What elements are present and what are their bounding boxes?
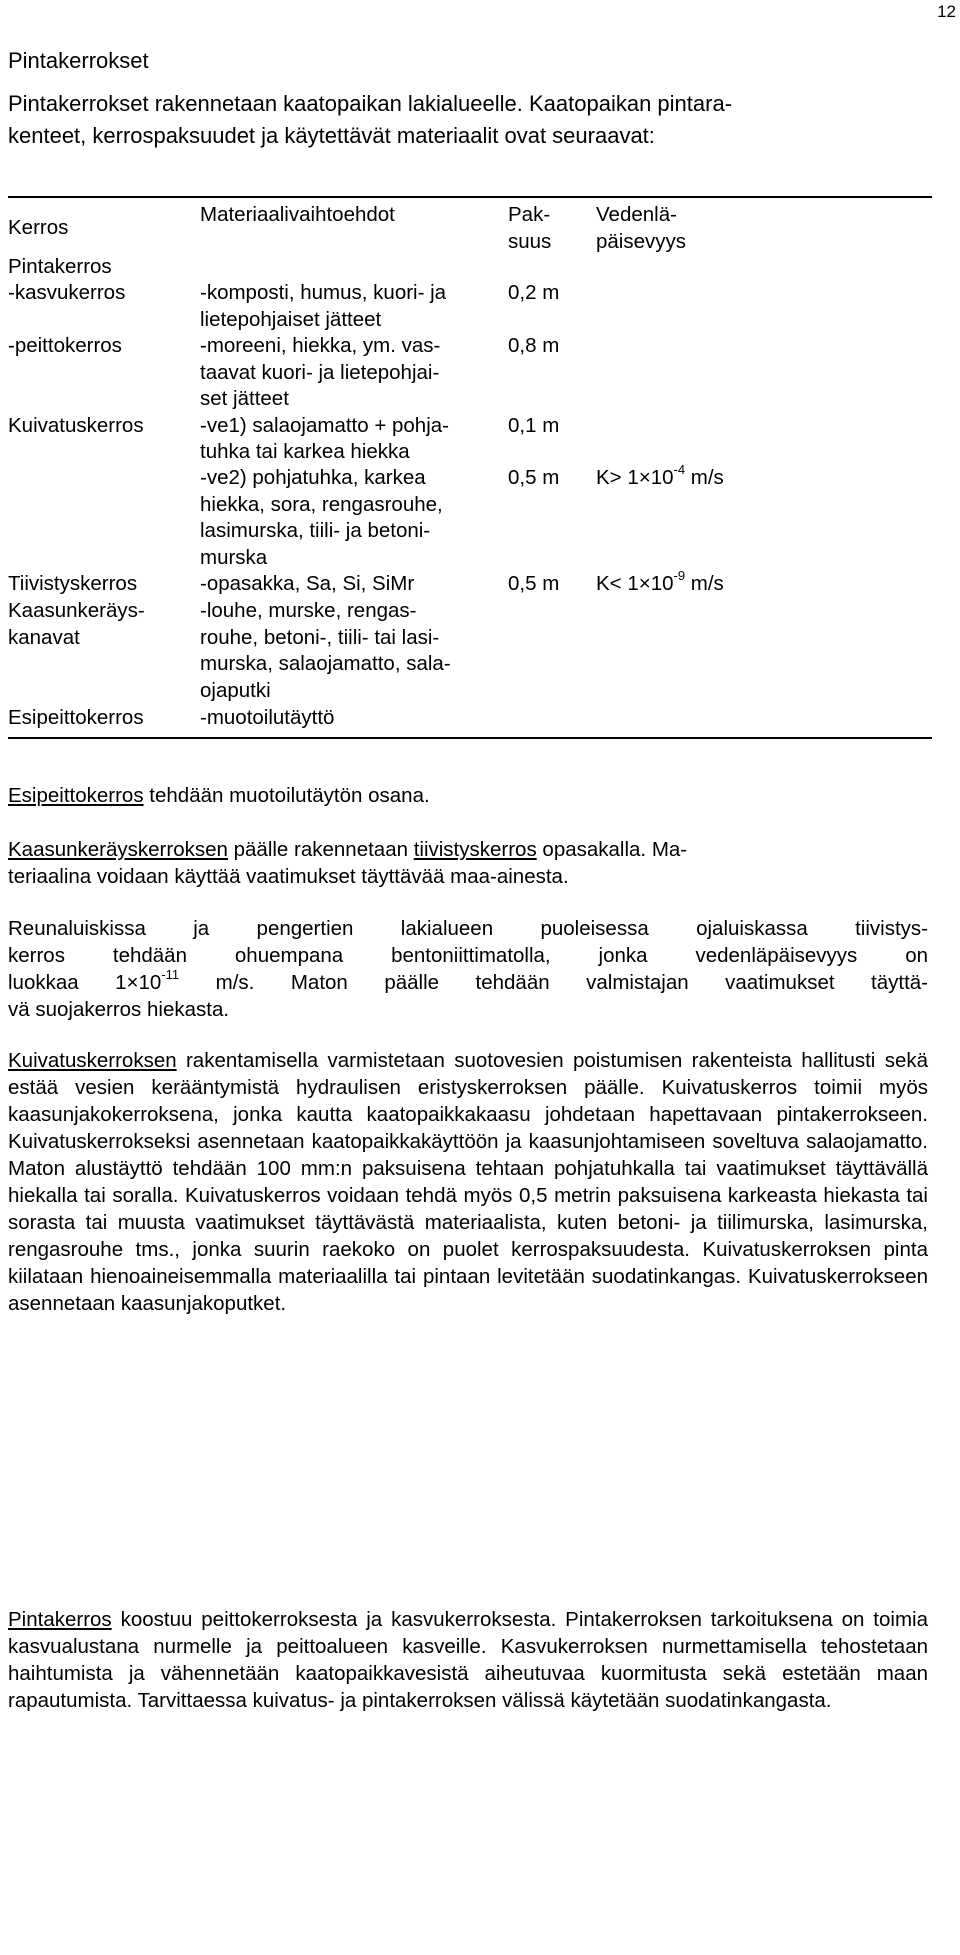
material-line: ojaputki: [200, 679, 271, 702]
permeability-prefix: K< 1×10: [596, 572, 674, 595]
layer-kuivatuskerros: Kuivatuskerros: [8, 414, 144, 437]
thickness-value: 0,5 m: [508, 572, 560, 595]
material-line: -ve2) pohjatuhka, karkea: [200, 466, 426, 489]
paragraph-text: opasakalla. Ma-: [536, 838, 688, 861]
term-link: Kaasunkeräyskerroksen: [8, 838, 228, 861]
material-line: -moreeni, hiekka, ym. vas-: [200, 334, 441, 357]
permeability-exponent: -9: [673, 568, 686, 584]
intro-line: Pintakerrokset rakennetaan kaatopaikan lakialueelle. Kaatopaikan pintara-: [8, 91, 733, 116]
permeability-unit: m/s: [685, 572, 724, 595]
term-link: Pintakerros: [8, 1608, 112, 1631]
paragraph-pintakerros: [8, 1606, 928, 1714]
material-line: -ve1) salaojamatto + pohja-: [200, 414, 449, 437]
layer-esipeittokerros: Esipeittokerros: [8, 706, 144, 729]
table-top-rule: [8, 196, 932, 198]
layer-kasvukerros: -kasvukerros: [8, 281, 126, 304]
header-permeability-1: Vedenlä-: [596, 203, 677, 226]
paragraph-text: m/s. Maton päälle tehdään valmistajan vaatimukset täyttä-: [179, 971, 928, 994]
thickness-value: 0,1 m: [508, 414, 560, 437]
material-line: -komposti, humus, kuori- ja: [200, 281, 447, 304]
material-line: -opasakka, Sa, Si, SiMr: [200, 572, 415, 595]
layer-kaasunkerays-2: kanavat: [8, 626, 80, 649]
thickness-value: 0,2 m: [508, 281, 560, 304]
layer-pintakerros: Pintakerros: [8, 255, 112, 278]
intro-line: kenteet, kerrospaksuudet ja käytettävät materiaalit ovat seuraavat:: [8, 123, 655, 148]
paragraph-line: kerros tehdään ohuempana bentoniittimatolla, jonka vedenläpäisevyys on: [8, 944, 928, 967]
term-link: Kuivatuskerroksen: [8, 1049, 177, 1072]
paragraph-text: tehdään muotoilutäytön osana.: [143, 784, 430, 807]
header-thickness-1: Pak-: [508, 203, 551, 226]
term-link: tiivistyskerros: [413, 838, 537, 861]
paragraph-kuivatuskerros: [8, 1047, 928, 1317]
permeability-exponent: -4: [673, 462, 686, 478]
paragraph-line: Reunaluiskissa ja pengertien lakialueen puoleisessa ojaluiskassa tiivistys-: [8, 917, 928, 940]
table-bottom-rule: [8, 737, 932, 739]
material-line: lietepohjaiset jätteet: [200, 308, 382, 331]
header-layer: Kerros: [8, 216, 69, 239]
paragraph-esipeittokerros: [8, 782, 928, 809]
layer-tiivistyskerros: Tiivistyskerros: [8, 572, 138, 595]
exponent: -11: [161, 967, 180, 983]
material-line: hiekka, sora, rengasrouhe,: [200, 493, 443, 516]
material-line: -muotoilutäyttö: [200, 706, 335, 729]
permeability-value: [596, 464, 724, 491]
header-permeability-2: päisevyys: [596, 230, 687, 253]
layer-kaasunkerays-1: Kaasunkeräys-: [8, 599, 145, 622]
material-line: rouhe, betoni-, tiili- tai lasi-: [200, 626, 440, 649]
paragraph-line: [8, 836, 928, 863]
paragraph-text: luokkaa 1×10: [8, 971, 162, 994]
section-heading: Pintakerrokset: [8, 48, 149, 73]
thickness-value: 0,8 m: [508, 334, 560, 357]
header-material: Materiaalivaihtoehdot: [200, 203, 395, 226]
material-line: murska: [200, 546, 268, 569]
term-link: Esipeittokerros: [8, 784, 144, 807]
permeability-unit: m/s: [685, 466, 724, 489]
permeability-value: [596, 570, 724, 597]
paragraph-text: rakentamisella varmistetaan suotovesien poistumisen rakenteista hallitusti sekä estää vesien kerääntymistä hydraulisen eristyskerroksen päälle. Kuivatuskerros toimii myös kaasunjakokerroksena, jonka kautta kaatopaikkakaasu johdetaan hapettavaan pintakerrokseen. Kuivatuskerrokseksi asennetaan kaatopaikkakäyttöön ja kaasunjohtamiseen soveltuva salaojamatto. Maton alustäyttö tehdään 100 mm:n paksuisena tehtaan pohjatuhkalla tai vaatimukset täyttävällä hiekalla tai soralla. Kuivatuskerros voidaan tehdä myös 0,5 metrin paksuisena karkeasta hiekasta tai sorasta tai muusta vaatimukset täyttävästä materiaalista, kuten betoni- ja tiilimurska, lasimurska, rengasrouhe tms., jonka suurin raekoko on puolet kerrospaksuudesta. Kuivatuskerroksen pinta kiilataan hienoaineisemmalla materiaalilla tai pintaan levitetään suodatinkangas. Kuivatuskerrokseen asennetaan kaasunjakoputket.: [8, 1049, 928, 1315]
paragraph-kaasunkerays: [8, 836, 928, 890]
paragraph-reunaluiskat: [8, 915, 928, 1023]
material-line: -louhe, murske, rengas-: [200, 599, 417, 622]
layer-peittokerros: -peittokerros: [8, 334, 122, 357]
intro-paragraph: [8, 88, 928, 152]
material-line: murska, salaojamatto, sala-: [200, 652, 451, 675]
material-line: taavat kuori- ja lietepohjai-: [200, 361, 440, 384]
material-line: tuhka tai karkea hiekka: [200, 440, 410, 463]
permeability-prefix: K> 1×10: [596, 466, 674, 489]
material-line: set jätteet: [200, 387, 289, 410]
header-thickness-2: suus: [508, 230, 552, 253]
paragraph-text: päälle rakennetaan: [227, 838, 414, 861]
paragraph-text: koostuu peittokerroksesta ja kasvukerroksesta. Pintakerroksen tarkoituksena on toimia kasvualustana nurmelle ja peittoalueen kasveille. Kasvukerroksen nurmettamisella tehostetaan haihtumista ja vähennetään kaatopaikkavesistä aiheutuvaa kuormitusta sekä estetään maan rapautumista. Tarvittaessa kuivatus- ja pintakerroksen välissä käytetään suodatinkangasta.: [8, 1608, 928, 1712]
paragraph-line: [8, 969, 928, 996]
paragraph-line: vä suojakerros hiekasta.: [8, 998, 230, 1021]
thickness-value: 0,5 m: [508, 466, 560, 489]
material-line: lasimurska, tiili- ja betoni-: [200, 519, 431, 542]
paragraph-line: teriaalina voidaan käyttää vaatimukset täyttävää maa-ainesta.: [8, 865, 569, 888]
page-number: 12: [937, 2, 956, 21]
